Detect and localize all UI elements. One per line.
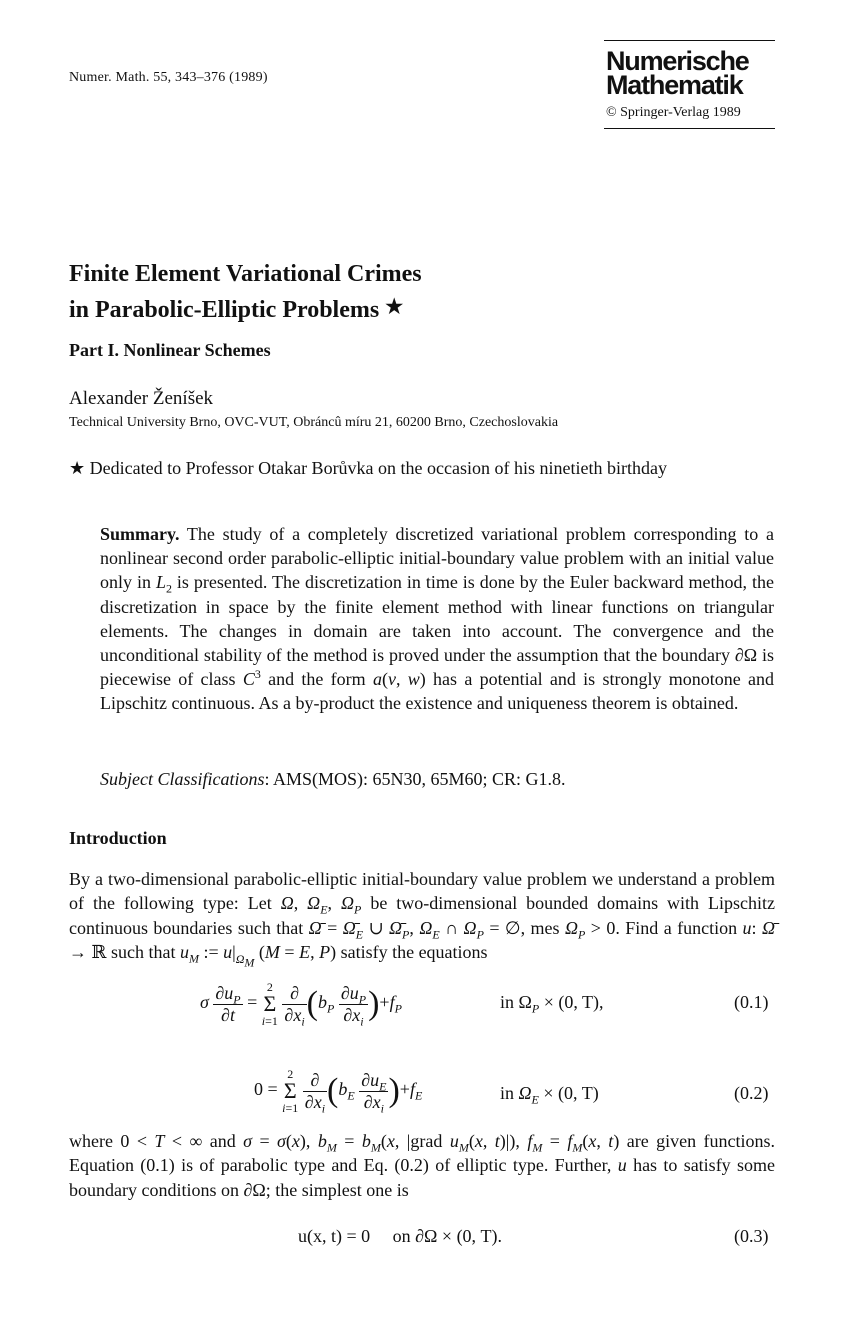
journal-rule-top (604, 40, 775, 41)
subject-classifications: Subject Classifications: AMS(MOS): 65N30, 65M60; CR: G1.8. (100, 769, 566, 789)
equation-0-2: 0 = 2 Σ i=1 $\frac{\partial}{\partial x_i}$ ($b_E$ $\frac{\partial u_E}{\partial x_i}$ )$+f_E$ (254, 1067, 423, 1116)
equation-0-1: σ $\frac{\partial u_P}{\partial t}$ = 2 Σ i=1 $\frac{\partial}{\partial x_i}$ ($b_P$ $\frac{\partial u_P}{\partial x_i}$ )$+f_P$ (200, 980, 402, 1029)
journal-rule-bottom (604, 128, 775, 129)
dedication: ★ Dedicated to Professor Otakar Borůvka on the occasion of his ninetieth birthday (69, 458, 667, 478)
paper-subtitle: Part I. Nonlinear Schemes (69, 340, 271, 360)
section-heading-introduction: Introduction (69, 828, 167, 848)
equation-number-0-3: (0.3) (734, 1226, 769, 1246)
copyright: © Springer-Verlag 1989 (606, 105, 741, 120)
equation-number-0-2: (0.2) (734, 1083, 769, 1103)
summary-lead: Summary. (100, 524, 180, 544)
equation-number-0-1: (0.1) (734, 992, 769, 1012)
intro-paragraph: By a two-dimensional parabolic-elliptic initial-boundary value problem we understand a problem of the following type: Let Ω, $\Omega_E$, $\Omega_P$ be two-dimensional bounded domains with Lipschitz continuous boundaries such that Ω̄ = $\Omegā_E$ ∪ $\Omegā_P$, $\Omega_E$ ∩ $\Omega_P$ = ∅, mes $\Omega_P > 0$. Find a function u: Ω̄ → ℝ such that $u_M$ := $u|_{\Omega_M}$ (M = E, P) satisfy the equations (69, 869, 775, 970)
equation-0-2-domain: in $\Omega_E \times (0$, T) (500, 1083, 599, 1107)
paper-title: Finite Element Variational Crimes in Parabolic-Elliptic Problems ★ (69, 261, 422, 323)
citation: Numer. Math. 55, 343–376 (1989) (69, 70, 268, 85)
star-icon: ★ (385, 296, 404, 318)
paragraph-2: where 0 < T < ∞ and σ = σ(x), $b_M = b_M(x$, |grad $u_M(x$, t)|), $f_M = f_M(x$, t) are given functions. Equation (0.1) is of parabolic type and Eq. (0.2) of elliptic type. Further, u has to satisfy some boundary conditions on ∂Ω; the simplest one is (69, 1131, 776, 1200)
equation-0-3: u(x, t) = 0 on ∂Ω × (0, T). (298, 1226, 503, 1246)
summary: Summary. The study of a completely discretized variational problem corresponding to a nonlinear second order parabolic-elliptic initial-boundary value problem with an initial value only in $L_2$ is presented. The discretization in time is done by the Euler backward method, the discretization in space by the finite element method with linear functions on triangular elements. The changes in domain are taken into account. The convergence and the unconditional stability of the method is proved under the assumption that the boundary ∂Ω is piecewise of class $C^3$ and the form a(v, w) has a potential and is strongly monotone and Lipschitz continuous. As a by-product the existence and uniqueness theorem is obtained. (100, 524, 775, 714)
author-name: Alexander Ženíšek (69, 388, 214, 409)
equation-0-1-domain: in $\Omega_P \times (0$, T), (500, 992, 604, 1016)
journal-name: Numerische Mathematik (606, 46, 749, 100)
author-affiliation: Technical University Brno, OVC-VUT, Obráncû míru 21, 60200 Brno, Czechoslovakia (69, 415, 559, 430)
